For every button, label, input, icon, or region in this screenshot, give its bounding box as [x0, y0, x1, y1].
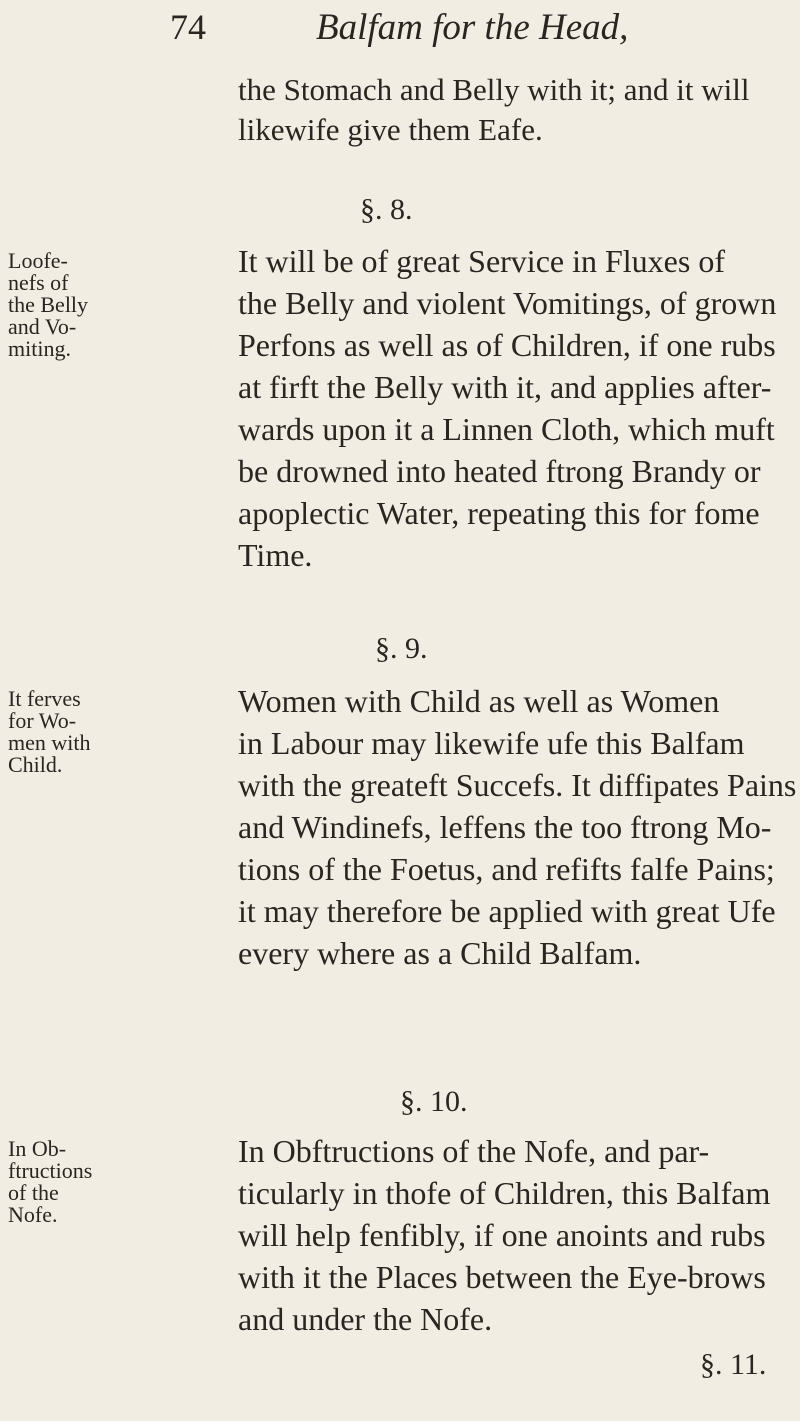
text-line: Time. — [238, 537, 313, 573]
paragraph — [238, 1130, 783, 1340]
paragraph — [238, 680, 797, 974]
text-line: at firft the Belly with it, and applies after- — [238, 369, 772, 405]
margin-note — [8, 688, 128, 776]
margin-note-line: Loofe- — [8, 248, 68, 273]
margin-note-line: men with — [8, 730, 91, 755]
text-line: with the greateft Succefs. It diffipates Pains — [238, 767, 797, 803]
text-line: and Windinefs, leffens the too ftrong Mo- — [238, 809, 772, 845]
text-line: will help fenfibly, if one anoints and rubs — [238, 1217, 766, 1253]
text-line: Women with Child as well as Women — [238, 683, 720, 719]
margin-note-line: ftructions — [8, 1158, 93, 1183]
margin-note-line: for Wo- — [8, 708, 77, 733]
margin-note — [8, 250, 128, 360]
catchword: §. 11. — [700, 1348, 767, 1381]
margin-note-line: and Vo- — [8, 314, 77, 339]
margin-note-line: nefs of — [8, 270, 69, 295]
text-line: the Belly and violent Vomitings, of grown — [238, 285, 777, 321]
text-line: Perfons as well as of Children, if one rubs — [238, 327, 776, 363]
text-line: tions of the Foetus, and refifts falfe Pains; — [238, 851, 775, 887]
margin-note-line: Nofe. — [8, 1202, 58, 1227]
text-line: It will be of great Service in Fluxes of — [238, 243, 725, 279]
continuation-line: the Stomach and Belly with it; and it will — [238, 72, 750, 107]
section-mark: §. 8. — [360, 193, 413, 226]
page-number: 74 — [170, 7, 206, 47]
margin-note-line: miting. — [8, 336, 71, 361]
text-line: In Obftructions of the Nofe, and par- — [238, 1133, 710, 1169]
page-header — [170, 6, 730, 62]
margin-note-line: It ferves — [8, 686, 81, 711]
section-mark: §. 10. — [400, 1085, 468, 1118]
text-line: ticularly in thofe of Children, this Balfam — [238, 1175, 771, 1211]
margin-note-line: Child. — [8, 752, 63, 777]
text-line: every where as a Child Balfam. — [238, 935, 642, 971]
running-title: Balfam for the Head, — [316, 7, 629, 48]
section-mark: §. 9. — [375, 632, 428, 665]
text-line: in Labour may likewife ufe this Balfam — [238, 725, 745, 761]
text-line: and under the Nofe. — [238, 1301, 493, 1337]
text-line: wards upon it a Linnen Cloth, which muft — [238, 411, 775, 447]
continuation-line: likewife give them Eafe. — [238, 112, 543, 147]
margin-note-line: the Belly — [8, 292, 89, 317]
text-line: it may therefore be applied with great Ufe — [238, 893, 776, 929]
text-line: apoplectic Water, repeating this for fome — [238, 495, 760, 531]
paragraph — [238, 240, 783, 576]
text-line: with it the Places between the Eye-brows — [238, 1259, 766, 1295]
margin-note-line: of the — [8, 1180, 59, 1205]
text-line: be drowned into heated ftrong Brandy or — [238, 453, 761, 489]
margin-note-line: In Ob- — [8, 1136, 67, 1161]
margin-note — [8, 1138, 128, 1226]
